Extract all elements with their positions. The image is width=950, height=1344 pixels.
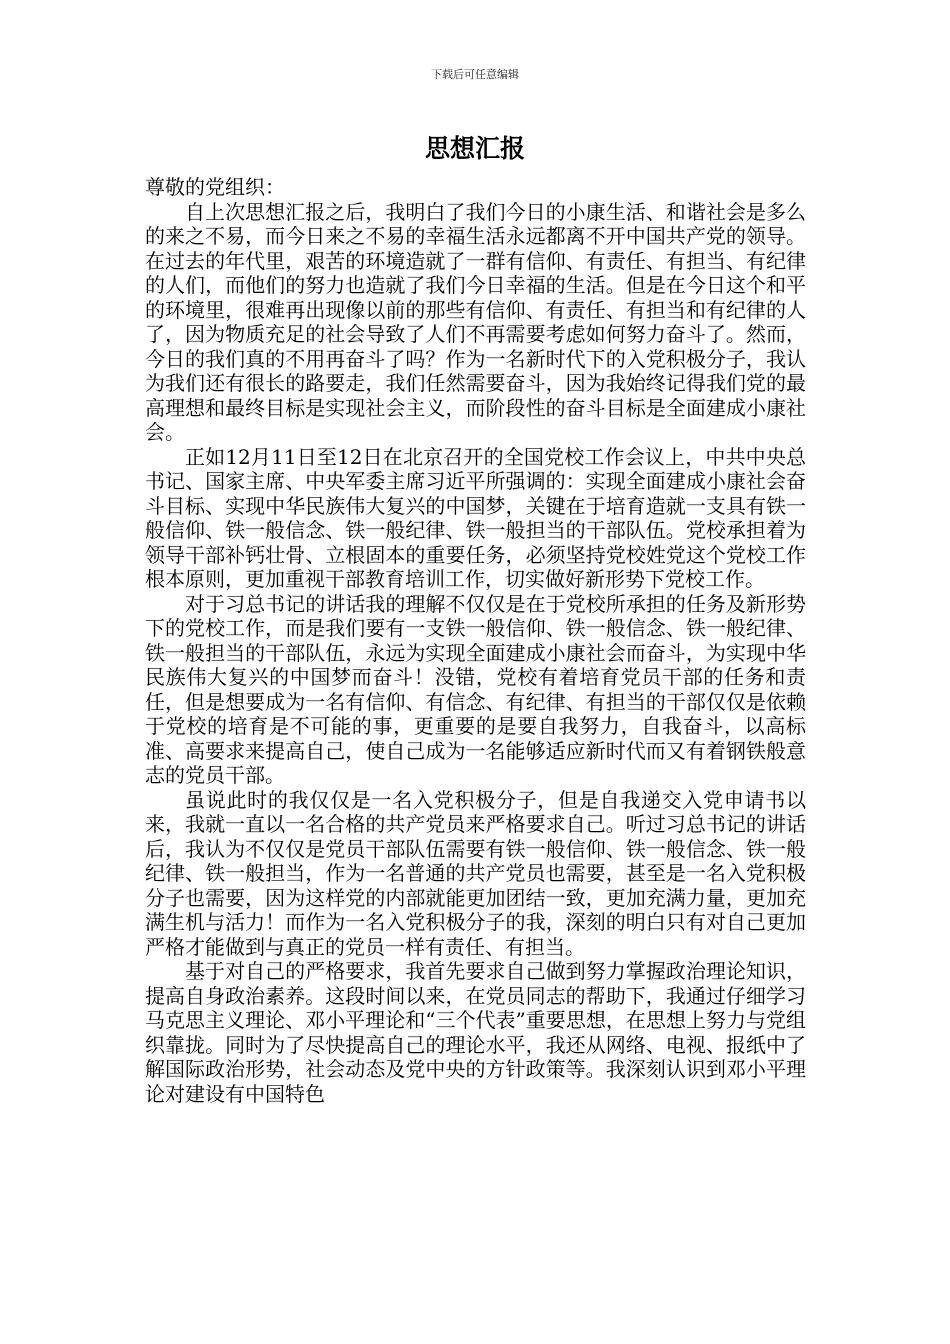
body-paragraph: 基于对自己的严格要求，我首先要求自己做到努力掌握政治理论知识，提高自身政治素养。这段时间以来，在党员同志的帮助下，我通过仔细学习马克思主义理论、邓小平理论和“三个代表”重要思想，在思想上努力与党组织靠拢。同时为了尽快提高自己的理论水平，我还从网络、电视、报纸中了解国际政治形势，社会动态及党中央的方针政策等。我深刻认识到邓小平理论对建设有中国特色 — [145, 959, 806, 1106]
body-paragraph: 正如12月11日至12日在北京召开的全国党校工作会议上，中共中央总书记、国家主席、中央军委主席习近平所强调的：实现全面建成小康社会奋斗目标、实现中华民族伟大复兴的中国梦，关键在于培育造就一支具有铁一般信仰、铁一般信念、铁一般纪律、铁一般担当的干部队伍。党校承担着为领导干部补钙壮骨、立根固本的重要任务，必须坚持党校姓党这个党校工作根本原则，更加重视干部教育培训工作，切实做好新形势下党校工作。 — [145, 444, 806, 591]
body-paragraph: 对于习总书记的讲话我的理解不仅仅是在于党校所承担的任务及新形势下的党校工作，而是我们要有一支铁一般信仰、铁一般信念、铁一般纪律、铁一般担当的干部队伍，永远为实现全面建成小康社会而奋斗，为实现中华民族伟大复兴的中国梦而奋斗！没错，党校有着培育党员干部的任务和责任，但是想要成为一名有信仰、有信念、有纪律、有担当的干部仅仅是依赖于党校的培育是不可能的事，更重要的是要自我努力，自我奋斗，以高标准、高要求来提高自己，使自己成为一名能够适应新时代而又有着钢铁般意志的党员干部。 — [145, 591, 806, 787]
page-header-note: 下载后可任意编辑 — [431, 68, 519, 81]
body-paragraph: 虽说此时的我仅仅是一名入党积极分子，但是自我递交入党申请书以来，我就一直以一名合格的共产党员来严格要求自己。听过习总书记的讲话后，我认为不仅仅是党员干部队伍需要有铁一般信仰、铁一般信念、铁一般纪律、铁一般担当，作为一名普通的共产党员也需要，甚至是一名入党积极分子也需要，因为这样党的内部就能更加团结一致，更加充满力量，更加充满生机与活力！而作为一名入党积极分子的我，深刻的明白只有对自己更加严格才能做到与真正的党员一样有责任、有担当。 — [145, 787, 806, 959]
document-title: 思想汇报 — [424, 134, 525, 163]
salutation: 尊敬的党组织： — [145, 175, 285, 199]
body-paragraph: 自上次思想汇报之后，我明白了我们今日的小康生活、和谐社会是多么的来之不易，而今日来之不易的幸福生活永远都离不开中国共产党的领导。在过去的年代里，艰苦的环境造就了一群有信仰、有责任、有担当、有纪律的人们，而他们的努力也造就了我们今日幸福的生活。但是在今日这个和平的环境里，很难再出现像以前的那些有信仰、有责任、有担当和有纪律的人了，因为物质充足的社会导致了人们不再需要考虑如何努力奋斗了。然而，今日的我们真的不用再奋斗了吗？作为一名新时代下的入党积极分子，我认为我们还有很长的路要走，我们任然需要奋斗，因为我始终记得我们党的最高理想和最终目标是实现社会主义，而阶段性的奋斗目标是全面建成小康社会。 — [145, 199, 806, 444]
document-body — [145, 175, 806, 1106]
